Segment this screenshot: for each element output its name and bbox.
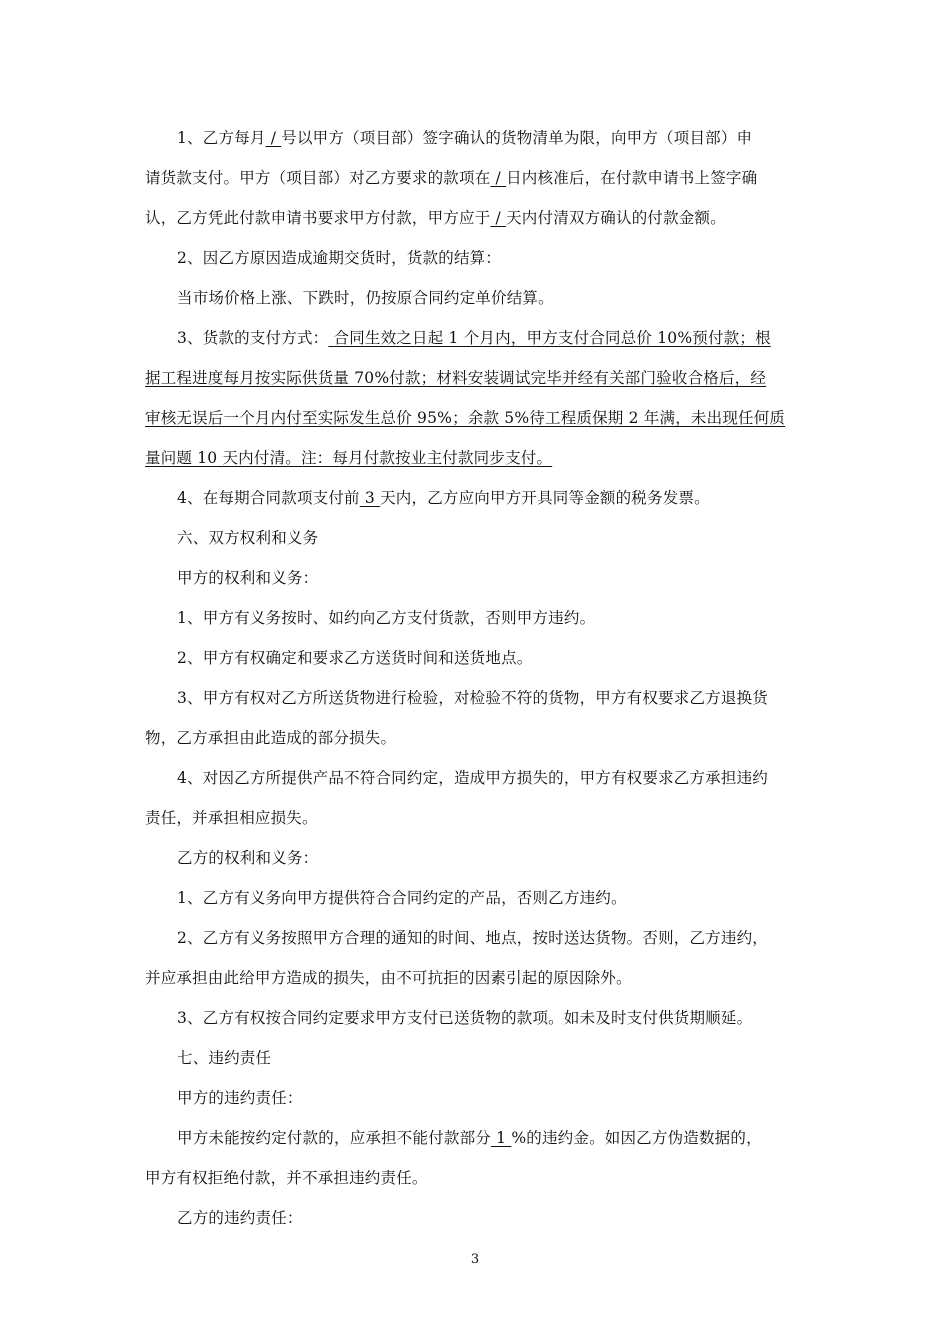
paragraph-line: 2、甲方有权确定和要求乙方送货时间和送货地点。 [177,649,533,667]
paragraph-line: 1、乙方每月 / 号以甲方（项目部）签字确认的货物清单为限，向甲方（项目部）申 [177,129,753,147]
payment-terms: 合同生效之日起 1 个月内，甲方支付合同总价 10%预付款；根 [328,329,771,347]
paragraph-line: 并应承担由此给甲方造成的损失，由不可抗拒的因素引起的原因除外。 [145,969,632,987]
payment-terms-line: 据工程进度每月按实际供货量 70%付款；材料安装调试完毕并经有关部门验收合格后，经 [145,369,767,387]
subsection-heading: 甲方的违约责任： [177,1089,303,1107]
blank-field: 1 [491,1129,512,1147]
blank-field: / [265,129,282,147]
payment-terms-line: 审核无误后一个月内付至实际发生总价 95%；余款 5%待工程质保期 2 年满，未出现任何质 [145,409,786,427]
payment-terms-line: 量问题 10 天内付清。注：每月付款按业主付款同步支付。 [145,449,553,467]
paragraph-line: 物，乙方承担由此造成的部分损失。 [145,729,397,747]
paragraph-line: 3、货款的支付方式： 合同生效之日起 1 个月内，甲方支付合同总价 10%预付款；根 [177,329,771,347]
paragraph-line: 1、甲方有义务按时、如约向乙方支付货款，否则甲方违约。 [177,609,596,627]
blank-field: / [490,169,507,187]
paragraph-line: 1、乙方有义务向甲方提供符合合同约定的产品，否则乙方违约。 [177,889,627,907]
blank-field: 3 [359,489,381,507]
paragraph-line: 请货款支付。甲方（项目部）对乙方要求的款项在 / 日内核准后，在付款申请书上签字确 [145,169,758,187]
paragraph-line: 4、在每期合同款项支付前 3 天内，乙方应向甲方开具同等金额的税务发票。 [177,489,710,507]
paragraph-line: 4、对因乙方所提供产品不符合同约定，造成甲方损失的，甲方有权要求乙方承担违约 [177,769,768,787]
page-number: 3 [470,1252,480,1267]
blank-field: / [490,209,507,227]
paragraph-line: 2、因乙方原因造成逾期交货时，货款的结算： [177,249,502,267]
paragraph-line: 甲方有权拒绝付款，并不承担违约责任。 [145,1169,428,1187]
section-heading: 七、违约责任 [177,1049,272,1067]
paragraph-line: 责任，并承担相应损失。 [145,809,318,827]
subsection-heading: 乙方的违约责任： [177,1209,303,1227]
paragraph-line: 3、乙方有权按合同约定要求甲方支付已送货物的款项。如未及时支付供货期顺延。 [177,1009,753,1027]
subsection-heading: 乙方的权利和义务： [177,849,319,867]
paragraph-line: 甲方未能按约定付款的，应承担不能付款部分 1 %的违约金。如因乙方伪造数据的， [177,1129,762,1147]
section-heading: 六、双方权利和义务 [177,529,319,547]
paragraph-line: 当市场价格上涨、下跌时，仍按原合同约定单价结算。 [177,289,554,307]
paragraph-line: 3、甲方有权对乙方所送货物进行检验，对检验不符的货物，甲方有权要求乙方退换货 [177,689,768,707]
subsection-heading: 甲方的权利和义务： [177,569,319,587]
paragraph-line: 2、乙方有义务按照甲方合理的通知的时间、地点，按时送达货物。否则，乙方违约， [177,929,768,947]
paragraph-line: 认，乙方凭此付款申请书要求甲方付款，甲方应于 / 天内付清双方确认的付款金额。 [145,209,726,227]
